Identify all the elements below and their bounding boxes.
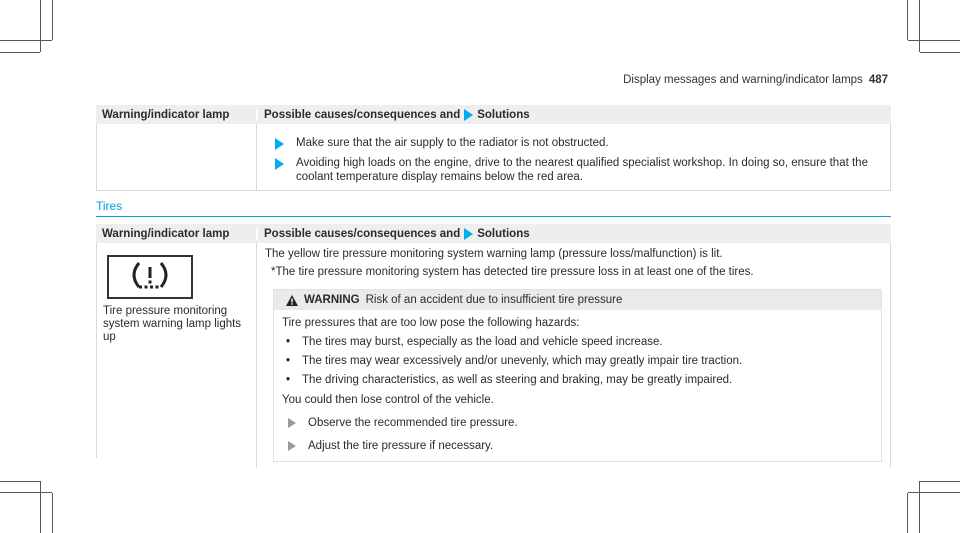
step-text: Avoiding high loads on the engine, drive to the nearest qualified specialist workshop. In doing so, ensure that the coolant temperature display remains below the red area. bbox=[296, 157, 868, 183]
step-text: Observe the recommended tire pressure. bbox=[308, 417, 518, 429]
col-header-lamp: Warning/indicator lamp bbox=[102, 227, 230, 240]
col-header-causes bbox=[256, 228, 891, 240]
warning-headline: Risk of an accident due to insufficient tire pressure bbox=[365, 294, 623, 306]
solutions-cell bbox=[256, 124, 891, 190]
crop-mark bbox=[52, 493, 53, 533]
crop-mark bbox=[908, 40, 960, 41]
warning-triangle-icon bbox=[286, 295, 298, 306]
table-header bbox=[96, 105, 891, 124]
crop-mark bbox=[919, 481, 920, 533]
table-header bbox=[96, 224, 891, 243]
crop-mark bbox=[52, 0, 53, 40]
col-header-causes-label: Possible causes/consequences and bbox=[264, 108, 461, 121]
bullet-icon: • bbox=[286, 336, 291, 348]
step-item bbox=[275, 156, 882, 184]
intro-line: The yellow tire pressure monitoring system warning lamp (pressure loss/malfunction) is lit. bbox=[265, 248, 723, 260]
lamp-cell bbox=[96, 124, 256, 190]
crop-mark bbox=[40, 481, 41, 533]
col-header-solutions-label: Solutions bbox=[477, 108, 530, 121]
crop-mark bbox=[920, 52, 960, 53]
list-item-text: The tires may burst, especially as the load and vehicle speed increase. bbox=[302, 336, 663, 348]
step-text: Adjust the tire pressure if necessary. bbox=[308, 440, 494, 452]
list-item-text: The tires may wear excessively and/or unevenly, which may greatly impair tire traction. bbox=[302, 355, 743, 367]
col-header-solutions-label: Solutions bbox=[477, 227, 530, 240]
arrow-right-icon bbox=[288, 441, 296, 451]
running-header-title: Display messages and warning/indicator lamps bbox=[623, 74, 863, 86]
crop-mark bbox=[0, 481, 40, 482]
col-header-causes bbox=[256, 109, 891, 121]
page-number: 487 bbox=[868, 74, 888, 86]
arrow-right-icon bbox=[464, 228, 473, 240]
solutions-cell bbox=[256, 243, 891, 468]
crop-mark bbox=[907, 0, 908, 40]
table-row bbox=[96, 124, 891, 191]
table-row bbox=[96, 243, 891, 468]
arrow-right-icon bbox=[288, 418, 296, 428]
arrow-right-icon bbox=[464, 109, 473, 121]
warning-closing: You could then lose control of the vehicle. bbox=[282, 394, 494, 406]
tire-pressure-warning-icon bbox=[107, 255, 193, 299]
crop-mark bbox=[0, 52, 40, 53]
step-text: Make sure that the air supply to the radiator is not obstructed. bbox=[296, 137, 609, 149]
col-header-causes-label: Possible causes/consequences and bbox=[264, 227, 461, 240]
col-header-lamp: Warning/indicator lamp bbox=[102, 108, 230, 121]
lamp-cell bbox=[96, 243, 256, 458]
list-item-text: The driving characteristics, as well as steering and braking, may be greatly impaired. bbox=[302, 374, 733, 386]
tires-table bbox=[96, 224, 891, 468]
arrow-right-icon bbox=[275, 138, 284, 150]
warning-header bbox=[274, 290, 881, 310]
step-item bbox=[288, 439, 873, 453]
crop-mark bbox=[0, 492, 52, 493]
warning-box bbox=[273, 289, 882, 462]
list-item bbox=[282, 335, 873, 349]
crop-mark bbox=[0, 40, 52, 41]
bullet-icon: • bbox=[286, 374, 291, 386]
lamp-label: Tire pressure monitoring system warning lamp lights up bbox=[103, 305, 242, 343]
crop-mark bbox=[907, 493, 908, 533]
step-item bbox=[275, 136, 882, 150]
crop-mark bbox=[920, 481, 960, 482]
intro-line: *The tire pressure monitoring system has detected tire pressure loss in at least one of the tires. bbox=[271, 266, 754, 278]
bullet-icon: • bbox=[286, 355, 291, 367]
step-item bbox=[288, 416, 873, 430]
arrow-right-icon bbox=[275, 158, 284, 170]
list-item bbox=[282, 373, 873, 387]
warning-lead: Tire pressures that are too low pose the following hazards: bbox=[282, 317, 580, 329]
section-title: Tires bbox=[96, 199, 891, 217]
running-header bbox=[623, 74, 888, 86]
list-item bbox=[282, 354, 873, 368]
crop-mark bbox=[40, 0, 41, 52]
warning-keyword: WARNING bbox=[304, 294, 360, 306]
crop-mark bbox=[908, 492, 960, 493]
warning-body bbox=[274, 310, 881, 461]
top-table bbox=[96, 105, 891, 191]
crop-mark bbox=[919, 0, 920, 52]
